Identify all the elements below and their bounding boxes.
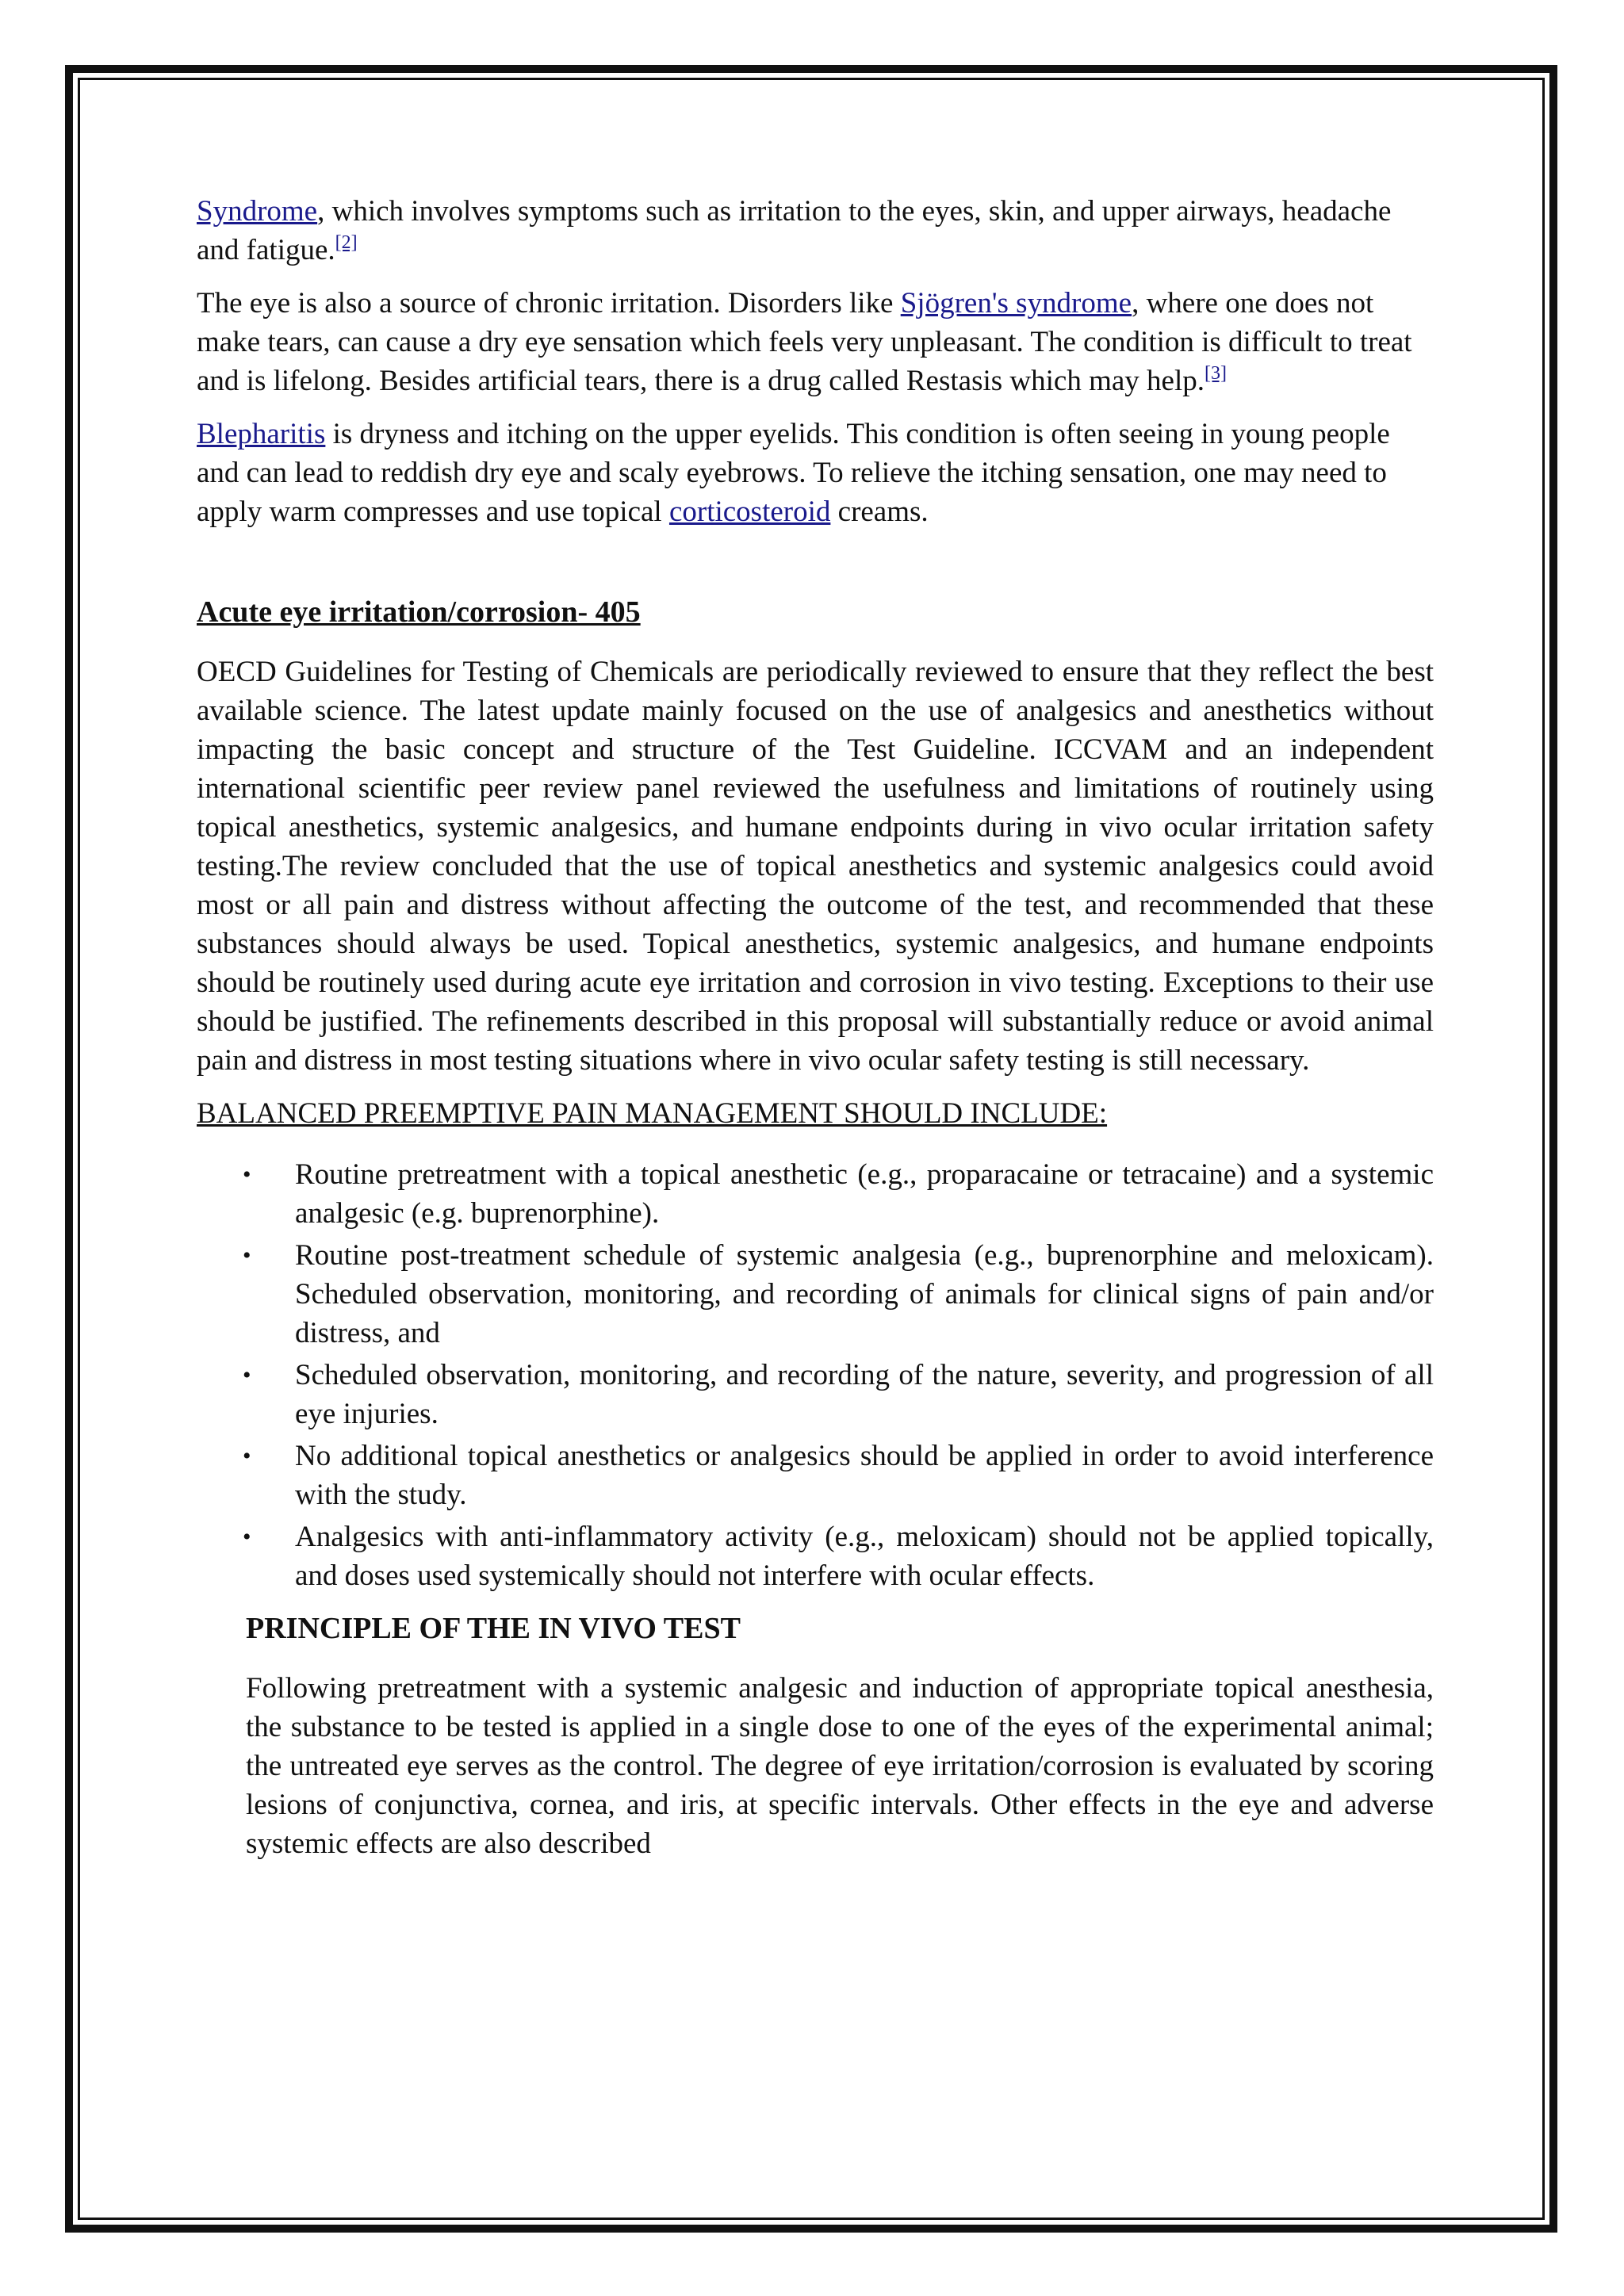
balanced-pain-heading: BALANCED PREEMPTIVE PAIN MANAGEMENT SHOULD INCLUDE: xyxy=(197,1097,1108,1130)
paragraph-text: , where one does not make tears, can cause a dry eye sensation which feels very unpleasant. The condition is difficult to treat and is lifelong. Besides artificial tears, there is a drug called Restasis which may help. xyxy=(197,287,1412,397)
list-item: • Routine pretreatment with a topical anesthetic (e.g., proparacaine or tetracaine) and a systemic analgesic (e.g. buprenorphine). xyxy=(295,1155,1434,1233)
list-item: • No additional topical anesthetics or analgesics should be applied in order to avoid interference with the study. xyxy=(295,1437,1434,1514)
citation-3-link[interactable]: [3] xyxy=(1205,363,1227,384)
section-heading-acute-eye: Acute eye irritation/corrosion- 405 xyxy=(197,595,641,629)
paragraph-text: The eye is also a source of chronic irritation. Disorders like xyxy=(197,287,901,320)
list-item: • Routine post-treatment schedule of systemic analgesia (e.g., buprenorphine and meloxicam). Scheduled observation, monitoring, and recording of animals for clinical signs of pain and/or distress, and xyxy=(295,1236,1434,1353)
bullet-icon: • xyxy=(243,1161,251,1188)
pain-management-list xyxy=(197,1155,1434,1595)
paragraph-text: , which involves symptoms such as irritation to the eyes, skin, and upper airways, headache and fatigue. xyxy=(197,195,1392,266)
list-item: • Analgesics with anti-inflammatory activity (e.g., meloxicam) should not be applied topically, and doses used systemically should not interfere with ocular effects. xyxy=(295,1517,1434,1595)
corticosteroid-link[interactable]: corticosteroid xyxy=(668,496,831,528)
list-item: • Scheduled observation, monitoring, and recording of the nature, severity, and progression of all eye injuries. xyxy=(295,1356,1434,1433)
principle-heading: PRINCIPLE OF THE IN VIVO TEST xyxy=(246,1612,741,1645)
bullet-icon: • xyxy=(243,1242,251,1269)
paragraph-blepharitis xyxy=(197,415,1434,531)
bullet-icon: • xyxy=(243,1443,251,1469)
paragraph-syndrome xyxy=(197,192,1434,270)
citation-2-link[interactable]: [2] xyxy=(335,232,358,253)
paragraph-dry-eye xyxy=(197,284,1434,400)
sjogren-syndrome-link[interactable]: Sjögren's syndrome xyxy=(900,287,1132,320)
syndrome-link[interactable]: Syndrome xyxy=(197,195,318,228)
paragraph-oecd: OECD Guidelines for Testing of Chemicals are periodically reviewed to ensure that they reflect the best available science. The latest update mainly focused on the use of analgesics and anesthetics without impacting the basic concept and structure of the Test Guideline. ICCVAM and an independent international scientific peer review panel reviewed the usefulness and limitations of routinely using topical anesthetics, systemic analgesics, and humane endpoints during in vivo ocular irritation safety testing.The review concluded that the use of topical anesthetics and systemic analgesics could avoid most or all pain and distress without affecting the outcome of the test, and recommended that these substances should always be used. Topical anesthetics, systemic analgesics, and humane endpoints should be routinely used during acute eye irritation and corrosion in vivo testing. Exceptions to their use should be justified. The refinements described in this proposal will substantially reduce or avoid animal pain and distress in most testing situations where in vivo ocular safety testing is still necessary. xyxy=(197,656,1434,1077)
paragraph-principle: Following pretreatment with a systemic analgesic and induction of appropriate topical anesthesia, the substance to be tested is applied in a single dose to one of the eyes of the experimental animal; the untreated eye serves as the control. The degree of eye irritation/corrosion is evaluated by scoring lesions of conjunctiva, cornea, and iris, at specific intervals. Other effects in the eye and adverse systemic effects are also described xyxy=(246,1672,1434,1860)
principle-section xyxy=(197,1609,1434,1863)
document-body xyxy=(197,192,1434,1877)
bullet-icon: • xyxy=(243,1362,251,1388)
blepharitis-link[interactable]: Blepharitis xyxy=(197,418,326,450)
paragraph-text: is dryness and itching on the upper eyelids. This condition is often seeing in young people and can lead to reddish dry eye and scaly eyebrows. To relieve the itching sensation, one may need to apply warm compresses and use topical xyxy=(197,418,1390,528)
bullet-icon: • xyxy=(243,1524,251,1550)
paragraph-text: creams. xyxy=(830,496,929,528)
